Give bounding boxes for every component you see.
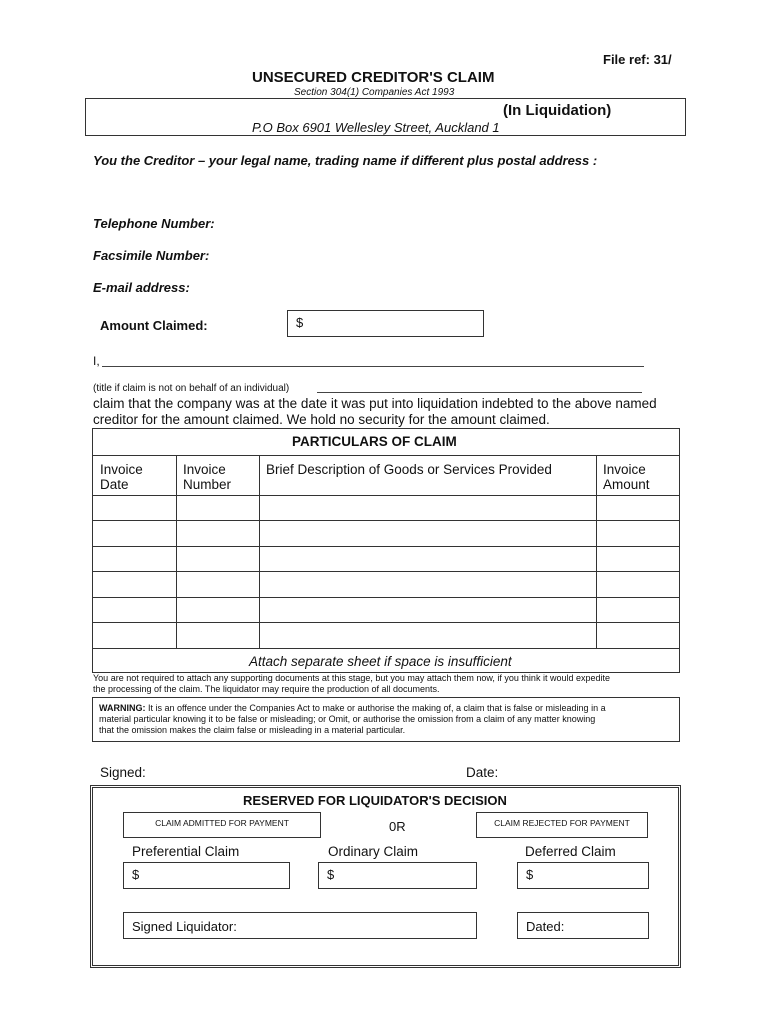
col-invoice-number: Invoice Number	[183, 462, 232, 492]
dated-field[interactable]	[517, 912, 649, 939]
ordinary-label: Ordinary Claim	[328, 844, 419, 859]
deferred-label: Deferred Claim	[525, 844, 616, 859]
attach-note-2: the processing of the claim. The liquidator may require the production of all documents.	[93, 684, 440, 694]
claim-admitted-label: CLAIM ADMITTED FOR PAYMENT	[155, 818, 289, 828]
dated-label: Dated:	[526, 919, 565, 934]
claim-rejected-checkbox[interactable]	[476, 812, 648, 838]
telephone-label: Telephone Number:	[93, 216, 215, 231]
claim-admitted-checkbox[interactable]	[123, 812, 321, 838]
attach-note-1: You are not required to attach any supporting documents at this stage, but you may attach them now, if you think it would expedite	[93, 673, 610, 683]
warning-text: WARNING: It is an offence under the Companies Act to make or authorise the making of, a claim that is false or misleading in a material particular knowing it to be false or misleading; or Omit, or authorise the omission from a claim of any matter knowing that the omission makes the claim false or misleading in a material particular.	[99, 703, 606, 735]
preferential-amount-field[interactable]	[123, 862, 290, 889]
signed-liquidator-label: Signed Liquidator:	[132, 919, 237, 934]
liquidator-heading: RESERVED FOR LIQUIDATOR'S DECISION	[243, 793, 507, 808]
creditor-prompt: You the Creditor – your legal name, trading name if different plus postal address :	[93, 153, 598, 168]
deferred-amount-field[interactable]	[517, 862, 649, 889]
title-line[interactable]	[317, 392, 642, 393]
particulars-heading: PARTICULARS OF CLAIM	[292, 434, 457, 449]
claim-rejected-label: CLAIM REJECTED FOR PAYMENT	[494, 818, 630, 828]
liquidation-label: (In Liquidation)	[503, 102, 612, 119]
col-description: Brief Description of Goods or Services Provided	[266, 462, 552, 477]
form-subtitle: Section 304(1) Companies Act 1993	[294, 87, 455, 98]
col-invoice-amount: Invoice Amount	[603, 462, 650, 492]
signed-liquidator-field[interactable]	[123, 912, 477, 939]
file-ref: File ref: 31/	[603, 52, 672, 67]
email-label: E-mail address:	[93, 280, 190, 295]
dollar-sign: $	[132, 867, 140, 882]
dollar-sign: $	[296, 315, 304, 330]
liquidator-address: P.O Box 6901 Wellesley Street, Auckland 1	[252, 120, 500, 135]
dollar-sign: $	[526, 867, 534, 882]
signed-label: Signed:	[100, 765, 146, 780]
declaration-line-1: claim that the company was at the date it was put into liquidation indebted to the above named	[93, 396, 657, 411]
amount-claimed-field[interactable]	[287, 310, 484, 337]
ordinary-amount-field[interactable]	[318, 862, 477, 889]
col-invoice-date: Invoice Date	[100, 462, 143, 492]
declarant-name-line[interactable]	[102, 366, 644, 367]
table-footer-note: Attach separate sheet if space is insufficient	[249, 654, 512, 669]
declarant-prefix: I,	[93, 354, 100, 368]
date-label: Date:	[466, 765, 499, 780]
form-title: UNSECURED CREDITOR'S CLAIM	[252, 69, 495, 86]
or-label: 0R	[389, 819, 406, 834]
preferential-label: Preferential Claim	[132, 844, 240, 859]
dollar-sign: $	[327, 867, 335, 882]
title-note: (title if claim is not on behalf of an individual)	[93, 383, 290, 394]
declaration-line-2: creditor for the amount claimed. We hold no security for the amount claimed.	[93, 412, 550, 427]
amount-claimed-label: Amount Claimed:	[100, 318, 208, 333]
facsimile-label: Facsimile Number:	[93, 248, 210, 263]
